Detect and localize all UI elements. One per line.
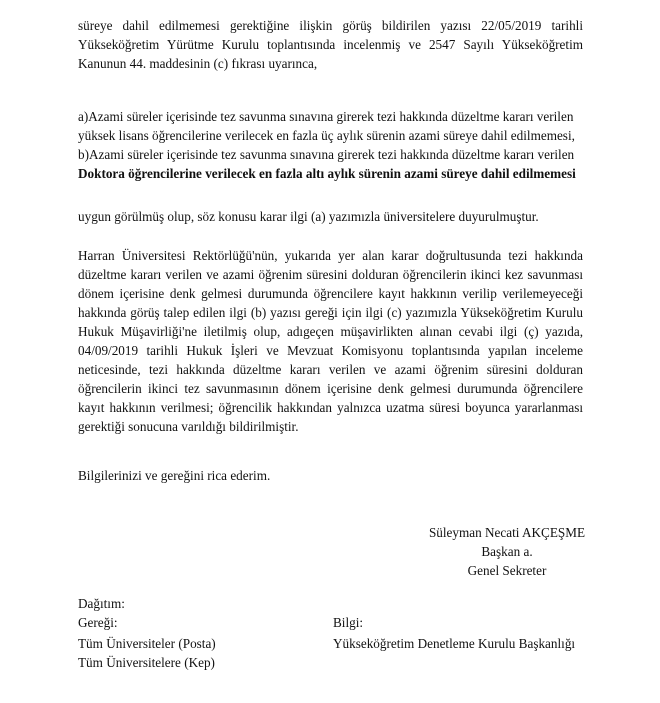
item-a-line-2: yüksek lisans öğrencilerine verilecek en fazla üç aylık sürenin azami süreye dahil edilmemesi,	[78, 128, 575, 143]
main-line-2: düzeltme kararı verilen ve azami öğrenim süresini dolduran öğrencilerin ikinci kez savunması	[78, 267, 583, 282]
closing-text: Bilgilerinizi ve gereğini rica ederim.	[78, 468, 271, 483]
main-line-4: hakkında görüş talep edilen ilgi (b) yazısı gereği için ilgi (c) yazımızla Yükseköğretim Kurulu	[78, 305, 583, 320]
bilgi-item-1: Yükseköğretim Denetleme Kurulu Başkanlığı	[333, 636, 576, 651]
gereği-item-2: Tüm Üniversitelere (Kep)	[78, 655, 215, 670]
conclusion-text: uygun görülmüş olup, söz konusu karar ilgi (a) yazımızla üniversitelere duyurulmuştur.	[78, 209, 539, 224]
main-line-1: Harran Üniversitesi Rektörlüğü'nün, yukarıda yer alan karar doğrultusunda tezi hakkında	[78, 248, 583, 263]
main-line-6: 04/09/2019 tarihli Hukuk İşleri ve Mevzuat Komisyonu toplantısında yapılan inceleme	[78, 343, 583, 358]
intro-line-2: Yükseköğretim Yürütme Kurulu toplantısında incelenmiş ve 2547 Sayılı Yükseköğretim	[78, 37, 583, 52]
signature-block	[412, 523, 602, 580]
main-line-10: gerektiği sonucuna varıldığı bildirilmiştir.	[78, 419, 299, 434]
item-b-paragraph	[78, 145, 583, 183]
main-line-5: Hukuk Müşavirliği'ne iletilmiş olup, adıgeçen müşavirlikten alınan cevabi ilgi (ç) yazıda,	[78, 324, 583, 339]
main-paragraph	[78, 246, 583, 436]
main-line-9: kayıt hakkının verilmesi; öğrencilik hakkından yalnızca uzatma süresi boyunca yararlanması	[78, 400, 583, 415]
main-line-7: neticesinde, tezi hakkında düzeltme kararı verilen ve azami öğrenim süresini dolduran	[78, 362, 583, 377]
main-line-3: dönem içerisine denk gelmesi durumunda öğrencilere kayıt hakkının verilip verilemeyeceği	[78, 286, 583, 301]
item-a-line-1: a)Azami süreler içerisinde tez savunma sınavına girerek tezi hakkında düzeltme kararı verilen	[78, 109, 574, 124]
item-a-paragraph	[78, 107, 583, 145]
intro-paragraph	[78, 16, 583, 73]
bilgi-label: Bilgi:	[333, 615, 364, 630]
gereği-label: Gereği:	[78, 615, 118, 630]
signer-title-2: Genel Sekreter	[467, 563, 547, 578]
gereği-item-1: Tüm Üniversiteler (Posta)	[78, 636, 216, 651]
signer-title-1: Başkan a.	[481, 544, 533, 559]
item-b-line-1: b)Azami süreler içerisinde tez savunma sınavına girerek tezi hakkında düzeltme kararı verilen	[78, 147, 575, 162]
item-b-line-2-bold: Doktora öğrencilerine verilecek en fazla altı aylık sürenin azami süreye dahil edilmemesi	[78, 166, 576, 181]
signer-name: Süleyman Necati AKÇEŞME	[428, 525, 586, 540]
closing-paragraph	[78, 466, 583, 485]
conclusion-paragraph	[78, 207, 583, 226]
distribution-heading: Dağıtım:	[78, 596, 125, 611]
main-line-8: öğrencilerin ikinci tez savunmasının dönem içerisine denk gelmesi durumunda öğrencilere	[78, 381, 583, 396]
intro-line-1: süreye dahil edilmemesi gerektiğine ilişkin görüş bildirilen yazısı 22/05/2019 tarihli	[78, 18, 583, 33]
intro-line-3: Kanunun 44. maddesinin (c) fıkrası uyarınca,	[78, 56, 318, 71]
